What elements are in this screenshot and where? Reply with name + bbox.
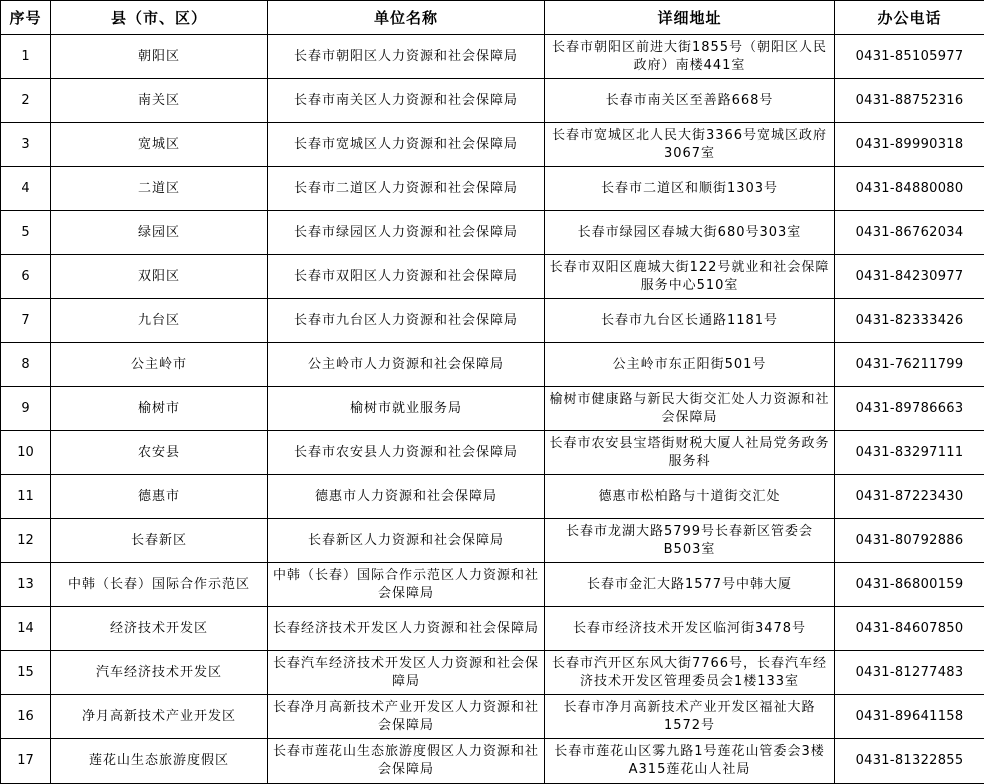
- row-index: 1: [1, 35, 51, 79]
- row-index: 17: [1, 739, 51, 784]
- row-unit-name: 长春市绿园区人力资源和社会保障局: [268, 211, 545, 255]
- table-row: [1, 255, 984, 299]
- row-index: 3: [1, 123, 51, 167]
- row-district: 双阳区: [51, 255, 268, 299]
- row-phone: 0431-83297111: [835, 431, 984, 475]
- header-row: [1, 1, 984, 35]
- row-phone: 0431-84607850: [835, 607, 984, 651]
- table-row: [1, 695, 984, 739]
- row-address: 长春市双阳区鹿城大街122号就业和社会保障服务中心510室: [545, 255, 835, 299]
- row-index: 11: [1, 475, 51, 519]
- row-address: 长春市莲花山区雾九路1号莲花山管委会3楼A315莲花山人社局: [545, 739, 835, 784]
- row-phone: 0431-89786663: [835, 387, 984, 431]
- row-unit-name: 德惠市人力资源和社会保障局: [268, 475, 545, 519]
- row-district: 中韩（长春）国际合作示范区: [51, 563, 268, 607]
- row-unit-name: 长春市南关区人力资源和社会保障局: [268, 79, 545, 123]
- row-address: 长春市经济技术开发区临河街3478号: [545, 607, 835, 651]
- row-index: 9: [1, 387, 51, 431]
- row-district: 净月高新技术产业开发区: [51, 695, 268, 739]
- row-index: 12: [1, 519, 51, 563]
- row-index: 2: [1, 79, 51, 123]
- row-unit-name: 长春市九台区人力资源和社会保障局: [268, 299, 545, 343]
- row-district: 榆树市: [51, 387, 268, 431]
- header-district: 县（市、区）: [51, 1, 268, 35]
- row-district: 绿园区: [51, 211, 268, 255]
- row-phone: 0431-86800159: [835, 563, 984, 607]
- row-phone: 0431-84880080: [835, 167, 984, 211]
- row-unit-name: 长春汽车经济技术开发区人力资源和社会保障局: [268, 651, 545, 695]
- row-phone: 0431-88752316: [835, 79, 984, 123]
- row-address: 长春市龙湖大路5799号长春新区管委会B503室: [545, 519, 835, 563]
- header-address: 详细地址: [545, 1, 835, 35]
- table-row: [1, 299, 984, 343]
- row-district: 九台区: [51, 299, 268, 343]
- row-address: 长春市金汇大路1577号中韩大厦: [545, 563, 835, 607]
- row-unit-name: 中韩（长春）国际合作示范区人力资源和社会保障局: [268, 563, 545, 607]
- table-row: [1, 167, 984, 211]
- row-phone: 0431-86762034: [835, 211, 984, 255]
- row-unit-name: 长春净月高新技术产业开发区人力资源和社会保障局: [268, 695, 545, 739]
- table-body: [1, 35, 984, 784]
- row-unit-name: 榆树市就业服务局: [268, 387, 545, 431]
- row-index: 5: [1, 211, 51, 255]
- row-district: 莲花山生态旅游度假区: [51, 739, 268, 784]
- table-header: [1, 1, 984, 35]
- row-unit-name: 长春市双阳区人力资源和社会保障局: [268, 255, 545, 299]
- row-index: 7: [1, 299, 51, 343]
- row-address: 德惠市松柏路与十道街交汇处: [545, 475, 835, 519]
- row-phone: 0431-81322855: [835, 739, 984, 784]
- row-district: 公主岭市: [51, 343, 268, 387]
- row-unit-name: 长春市朝阳区人力资源和社会保障局: [268, 35, 545, 79]
- row-address: 长春市南关区至善路668号: [545, 79, 835, 123]
- table-row: [1, 563, 984, 607]
- row-unit-name: 长春市莲花山生态旅游度假区人力资源和社会保障局: [268, 739, 545, 784]
- row-unit-name: 长春市二道区人力资源和社会保障局: [268, 167, 545, 211]
- row-index: 8: [1, 343, 51, 387]
- row-phone: 0431-76211799: [835, 343, 984, 387]
- row-phone: 0431-87223430: [835, 475, 984, 519]
- row-address: 长春市朝阳区前进大街1855号（朝阳区人民政府）南楼441室: [545, 35, 835, 79]
- table-row: [1, 35, 984, 79]
- table-row: [1, 739, 984, 784]
- row-unit-name: 长春新区人力资源和社会保障局: [268, 519, 545, 563]
- table-row: [1, 607, 984, 651]
- row-phone: 0431-84230977: [835, 255, 984, 299]
- row-unit-name: 长春市宽城区人力资源和社会保障局: [268, 123, 545, 167]
- row-address: 长春市农安县宝塔街财税大厦人社局党务政务服务科: [545, 431, 835, 475]
- row-address: 长春市净月高新技术产业开发区福祉大路1572号: [545, 695, 835, 739]
- header-phone: 办公电话: [835, 1, 984, 35]
- row-unit-name: 长春经济技术开发区人力资源和社会保障局: [268, 607, 545, 651]
- row-index: 14: [1, 607, 51, 651]
- table-row: [1, 123, 984, 167]
- row-address: 长春市二道区和顺街1303号: [545, 167, 835, 211]
- row-address: 长春市宽城区北人民大街3366号宽城区政府3067室: [545, 123, 835, 167]
- row-address: 公主岭市东正阳街501号: [545, 343, 835, 387]
- row-district: 农安县: [51, 431, 268, 475]
- row-district: 二道区: [51, 167, 268, 211]
- row-index: 13: [1, 563, 51, 607]
- row-address: 长春市汽开区东风大街7766号，长春汽车经济技术开发区管理委员会1楼133室: [545, 651, 835, 695]
- table-row: [1, 431, 984, 475]
- table-row: [1, 79, 984, 123]
- row-district: 南关区: [51, 79, 268, 123]
- row-phone: 0431-80792886: [835, 519, 984, 563]
- row-address: 榆树市健康路与新民大街交汇处人力资源和社会保障局: [545, 387, 835, 431]
- row-phone: 0431-89641158: [835, 695, 984, 739]
- table-row: [1, 519, 984, 563]
- row-phone: 0431-85105977: [835, 35, 984, 79]
- row-phone: 0431-81277483: [835, 651, 984, 695]
- row-phone: 0431-89990318: [835, 123, 984, 167]
- table-row: [1, 387, 984, 431]
- table-row: [1, 651, 984, 695]
- row-district: 汽车经济技术开发区: [51, 651, 268, 695]
- header-unit-name: 单位名称: [268, 1, 545, 35]
- row-phone: 0431-82333426: [835, 299, 984, 343]
- row-district: 德惠市: [51, 475, 268, 519]
- row-index: 16: [1, 695, 51, 739]
- row-index: 10: [1, 431, 51, 475]
- row-district: 长春新区: [51, 519, 268, 563]
- row-index: 6: [1, 255, 51, 299]
- row-address: 长春市绿园区春城大街680号303室: [545, 211, 835, 255]
- table-row: [1, 343, 984, 387]
- row-district: 宽城区: [51, 123, 268, 167]
- table-row: [1, 475, 984, 519]
- header-index: 序号: [1, 1, 51, 35]
- row-unit-name: 长春市农安县人力资源和社会保障局: [268, 431, 545, 475]
- row-unit-name: 公主岭市人力资源和社会保障局: [268, 343, 545, 387]
- row-district: 经济技术开发区: [51, 607, 268, 651]
- row-address: 长春市九台区长通路1181号: [545, 299, 835, 343]
- table-row: [1, 211, 984, 255]
- row-index: 4: [1, 167, 51, 211]
- row-index: 15: [1, 651, 51, 695]
- row-district: 朝阳区: [51, 35, 268, 79]
